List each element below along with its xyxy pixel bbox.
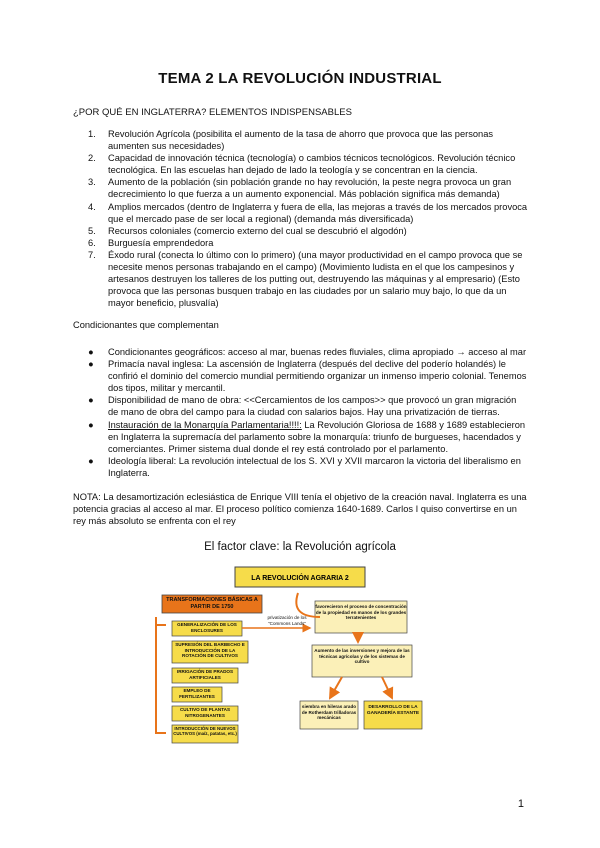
privatization-label: privatización de los "Commons Lands" (267, 615, 307, 626)
list-item: 1. Revolución Agrícola (posibilita el aumento de la tasa de ahorro que provoca que las personas aumenten sus necesidades) (88, 129, 494, 152)
page-number: 1 (517, 798, 524, 810)
list-item: 6. Burguesía emprendedora (88, 237, 214, 248)
list-item: 7. Éxodo rural (conecta lo último con lo primero) (una mayor productividad en el campo provoca que se necesite menos personas trabajando en el campo) (Movimiento ludista en el que los campesinos y artesanos destruyen los talleres de los putting out, destruyendo las máquinas y al empresario) (Esto provoca que las personas busquen trabajo en las ciudades por un salario muy bajo, lo que da un mayor beneficio, plusvalía) (88, 249, 523, 309)
conditions-list (88, 346, 528, 479)
bottom-left-text: siembra en hileras arado de Rotherdam trilladoras mecánicas (301, 704, 357, 721)
list-item: 2. Capacidad de innovación técnica (tecnología) o cambios técnicos tecnológicos. Revolución técnico tecnológica. En las escuelas han dejado de lado la teología y se concentran en la ciencia. (88, 153, 516, 176)
note-paragraph: NOTA: La desamortización eclesiástica de Enrique VIII tenía el objetivo de la creación naval. Inglaterra es una potencia gracias al acceso al mar. El proceso político comienza 1640-1689. Carlos I quiso convertirse en un rey más absoluto se enfrenta con el rey (73, 492, 527, 527)
section-subheading: ¿POR QUÉ EN INGLATERRA? ELEMENTOS INDISPENSABLES (73, 107, 352, 118)
list-item: 5. Recursos coloniales (comercio externo del cual se descubrió el algodón) (88, 225, 407, 236)
left-item-label: CULTIVO DE PLANTAS NITROGENANTES (179, 707, 231, 718)
list-item: ● Disponibilidad de mano de obra: <<Cercamientos de los campos>> que provocó un gran migración de mano de obra del campo para la ciudad con salarios bajos. Hay una privatización de tierras. (88, 395, 517, 418)
left-item-label: EMPLEO DE FERTILIZANTES (179, 688, 215, 699)
conditions-heading: Condicionantes que complementan (73, 320, 219, 330)
bottom-right-text: DESARROLLO DE LA GANADERÍA ESTANTE (366, 705, 420, 716)
list-item: 4. Amplios mercados (dentro de Inglaterra y fuera de ella, las mejoras a través de los mercados provoca que el mercado pase de ser local a regional) (demanda más diversificada) (88, 201, 528, 224)
down-arrow (382, 677, 392, 698)
transform-title: TRANSFORMACIONES BÁSICAS A PARTIR DE 1750 (166, 597, 258, 610)
figure-title: El factor clave: la Revolución agrícola (204, 541, 396, 553)
diagram-svg (150, 565, 450, 745)
left-item-label: IRRIGACIÓN DE PRADOS ARTIFICIALES (176, 669, 234, 680)
elements-list (88, 128, 528, 309)
list-item: ● Condicionantes geográficos: acceso al mar, buenas redes fluviales, clima apropiado → acceso al mar (88, 347, 527, 357)
list-item: 3. Aumento de la población (sin población grande no hay revolución, la peste negra provoca un gran decrecimiento lo que fuerza a un aumento exponencial. Más población significa más demanda) (88, 177, 512, 200)
diagram-header: LA REVOLUCIÓN AGRARIA 2 (251, 575, 349, 582)
list-item: ● Primacía naval inglesa: La ascensión de Inglaterra (después del declive del poderío holandés) le confirió el dominio del comercio mundial permitiendo organizar un inmenso imperio colonial. Tenemos dos tipos, militar y mercantil. (88, 359, 527, 394)
down-arrow (330, 677, 342, 698)
right-top-text: favorecieron el proceso de concentración de la propiedad en manos de los grandes terratenientes (315, 604, 407, 621)
underlined-heading: Instauración de la Monarquía Parlamentaria!!!!: (108, 419, 302, 430)
page-title: TEMA 2 LA REVOLUCIÓN INDUSTRIAL (158, 70, 442, 87)
left-item-label: GENERALIZACIÓN DE LOS ENCLOSURES (177, 622, 237, 633)
list-item: ● Ideología liberal: La revolución intelectual de los S. XVI y XVII marcaron la victoria del liberalismo en Inglaterra. (88, 455, 521, 478)
list-item: ● Instauración de la Monarquía Parlamentaria!!!!: La Revolución Gloriosa de 1688 y 1689 establecieron en Inglaterra la supremacía del parlamento sobre la monarquía: triunfo de burgueses, hacendados y comerciantes. Primer sistema dual donde el rey está controlado por el parlamento. (88, 419, 526, 454)
left-bracket (156, 625, 166, 733)
right-mid-text: Aumento de las inversiones y mejora de las técnicas agrícolas y de los sistemas de cultivo (314, 648, 410, 665)
left-item-label: INTRODUCCIÓN DE NUEVOS CULTIVOS (maíz, patatas, etc.) (173, 726, 237, 737)
left-item-label: SUPRESIÓN DEL BARBECHO E INTRODUCCIÓN DE LA ROTACIÓN DE CULTIVOS (175, 642, 245, 658)
agrarian-revolution-diagram (150, 565, 450, 745)
